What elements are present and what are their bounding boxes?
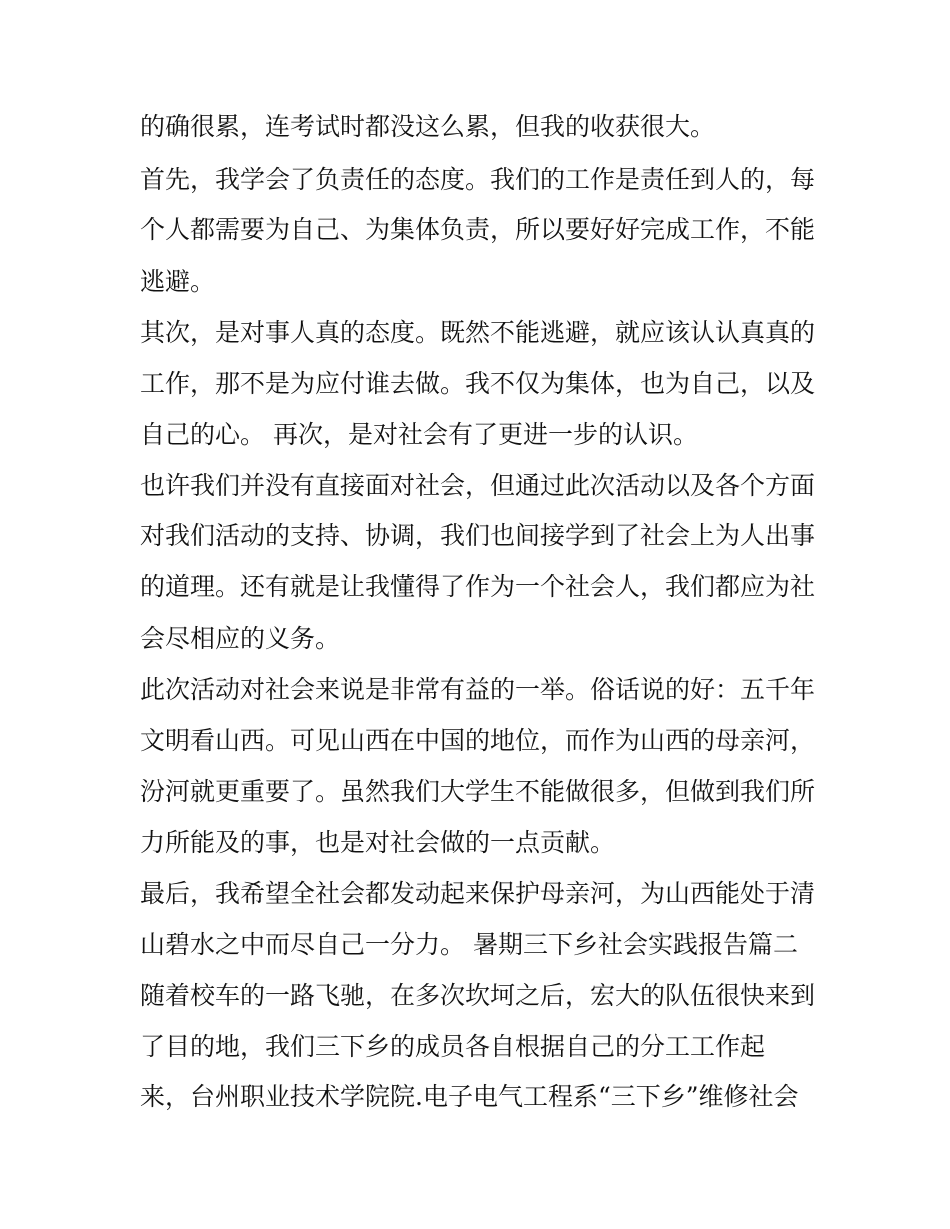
text-line-4: 逃避。: [140, 267, 216, 296]
text-line-2: 首先，我学会了负责任的态度。我们的工作是责任到人的，每: [140, 165, 816, 194]
text-line-16: 最后，我希望全社会都发动起来保护母亲河，为山西能处于清: [140, 879, 816, 908]
text-line-8: 也许我们并没有直接面对社会，但通过此次活动以及各个方面: [140, 471, 816, 500]
text-line-15: 力所能及的事，也是对社会做的一点贡献。: [140, 828, 616, 857]
text-line-10: 的道理。还有就是让我懂得了作为一个社会人，我们都应为社: [140, 572, 816, 601]
text-line-13: 文明看山西。可见山西在中国的地位，而作为山西的母亲河，: [140, 726, 816, 755]
text-line-6: 工作，那不是为应付谁去做。我不仅为集体，也为自己，以及: [140, 369, 816, 398]
text-line-7: 自己的心。 再次，是对社会有了更进一步的认识。: [140, 420, 698, 449]
text-line-3: 个人都需要为自己、为集体负责，所以要好好完成工作，不能: [140, 215, 816, 244]
text-line-18: 随着校车的一路飞驰，在多次坎坷之后，宏大的队伍很快来到: [140, 981, 816, 1010]
text-line-14: 汾河就更重要了。虽然我们大学生不能做很多，但做到我们所: [140, 777, 816, 806]
text-line-12: 此次活动对社会来说是非常有益的一举。俗话说的好：五千年: [140, 675, 816, 704]
text-line-17: 山碧水之中而尽自己一分力。 暑期三下乡社会实践报告篇二: [140, 930, 798, 959]
text-line-19: 了目的地，我们三下乡的成员各自根据自己的分工工作起: [140, 1032, 766, 1061]
text-line-1: 的确很累，连考试时都没这么累，但我的收获很大。: [140, 112, 716, 141]
text-line-5: 其次，是对事人真的态度。既然不能逃避，就应该认认真真的: [140, 318, 816, 347]
text-line-11: 会尽相应的义务。: [140, 624, 341, 653]
text-line-20: 来，台州职业技术学院院.电子电气工程系“三下乡”维修社会: [140, 1082, 799, 1111]
text-line-9: 对我们活动的支持、协调，我们也间接学到了社会上为人出事: [140, 521, 816, 550]
